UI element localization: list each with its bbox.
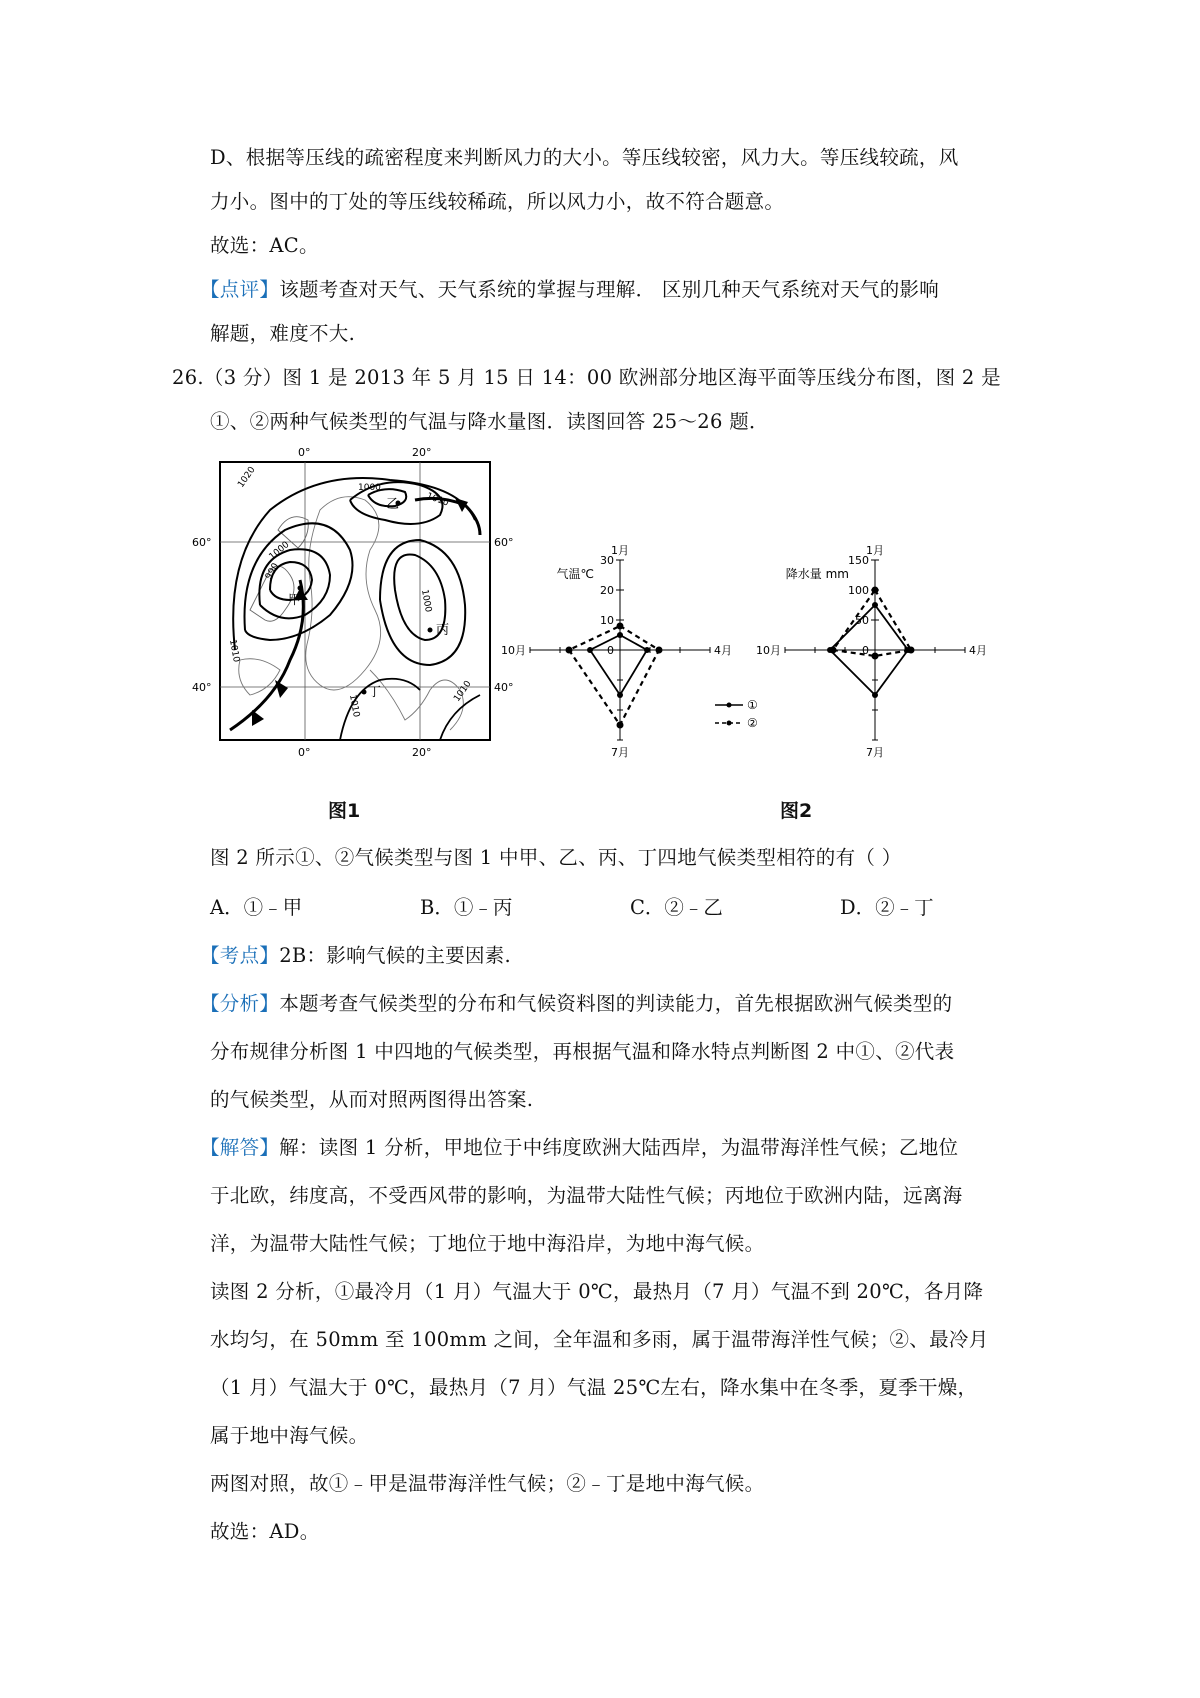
question-stem: ①、②两种气候类型的气温与降水量图．读图回答 25～26 题． bbox=[210, 410, 769, 433]
data-point bbox=[617, 632, 623, 638]
option-b[interactable]: B．①﹣丙 bbox=[420, 896, 513, 919]
legend-label: ① bbox=[747, 698, 758, 712]
tick-label: 20 bbox=[600, 584, 614, 597]
option-d[interactable]: D．②﹣丁 bbox=[840, 896, 934, 919]
data-point bbox=[617, 623, 624, 630]
data-point bbox=[872, 587, 879, 594]
tick-label: 30 bbox=[600, 554, 614, 567]
series-polygon bbox=[833, 590, 911, 656]
place-label: 丁 bbox=[368, 685, 382, 700]
data-point bbox=[644, 647, 650, 653]
data-point bbox=[908, 647, 915, 654]
lat-label: 60° bbox=[494, 536, 514, 549]
analysis-tag: 【分析】 bbox=[200, 992, 280, 1015]
isobar-value: 1020 bbox=[236, 465, 258, 490]
text-line: 属于地中海气候。 bbox=[210, 1424, 369, 1447]
text-line: 力小。图中的丁处的等压线较稀疏，所以风力小，故不符合题意。 bbox=[210, 190, 785, 213]
option-a[interactable]: A．①﹣甲 bbox=[210, 896, 303, 919]
data-point bbox=[617, 722, 624, 729]
data-point bbox=[872, 602, 878, 608]
place-label: 甲 bbox=[288, 593, 302, 608]
question-stem: 26.（3 分）图 1 是 2013 年 5 月 15 日 14：00 欧洲部分地区海平面等压线分布图，图 2 是 bbox=[172, 366, 1001, 389]
isobar-value: 990 bbox=[263, 561, 282, 582]
series-polygon bbox=[590, 635, 647, 695]
series-polygon bbox=[569, 626, 659, 725]
isobar-value: 1010 bbox=[227, 638, 241, 664]
solve-text: 解：读图 1 分析，甲地位于中纬度欧洲大陆西岸，为温带海洋性气候；乙地位 bbox=[279, 1136, 959, 1159]
tick-label: 100 bbox=[848, 584, 869, 597]
tick-label: 50 bbox=[855, 614, 869, 627]
data-point bbox=[656, 647, 663, 654]
isobar-value: 1000 bbox=[358, 483, 381, 493]
review-paragraph bbox=[200, 266, 1020, 314]
isobar-value: 1000 bbox=[419, 588, 433, 614]
lon-label: 20° bbox=[412, 446, 432, 459]
legend-marker bbox=[727, 703, 732, 708]
text-line: 洋，为温带大陆性气候；丁地位于地中海沿岸，为地中海气候。 bbox=[210, 1232, 765, 1255]
data-point bbox=[617, 692, 623, 698]
point-text: 2B：影响气候的主要因素. bbox=[279, 944, 512, 967]
data-point bbox=[872, 653, 879, 660]
legend-label: ② bbox=[747, 716, 758, 730]
lon-label: 0° bbox=[298, 746, 311, 759]
data-point bbox=[566, 647, 573, 654]
figure2-caption: 图2 bbox=[780, 800, 813, 822]
option-c[interactable]: C．②﹣乙 bbox=[630, 896, 723, 919]
point-tag: 【考点】 bbox=[200, 944, 280, 967]
month-label: 4月 bbox=[969, 644, 987, 657]
data-point bbox=[587, 647, 593, 653]
tick-label: 0 bbox=[607, 644, 614, 657]
isobar-value: 1010 bbox=[347, 693, 361, 719]
solve-paragraph bbox=[200, 1124, 1020, 1172]
review-text: 该题考查对天气、天气系统的掌握与理解． 区别几种天气系统对天气的影响 bbox=[279, 278, 940, 301]
answer-line: 故选：AC。 bbox=[210, 234, 319, 257]
month-label: 10月 bbox=[501, 644, 526, 657]
month-label: 7月 bbox=[866, 746, 884, 759]
text-line: 解题，难度不大. bbox=[210, 322, 356, 345]
tick-label: 0 bbox=[862, 644, 869, 657]
text-line: 两图对照，故①﹣甲是温带海洋性气候；②﹣丁是地中海气候。 bbox=[210, 1472, 765, 1495]
final-answer: 故选：AD。 bbox=[210, 1520, 320, 1543]
chart-ylabel: 降水量 mm bbox=[785, 567, 849, 581]
lat-label: 60° bbox=[192, 536, 212, 549]
text-line: （1 月）气温大于 0℃，最热月（7 月）气温 25℃左右，降水集中在冬季，夏季干燥， bbox=[210, 1376, 978, 1399]
text-line: 于北欧，纬度高，不受西风带的影响，为温带大陆性气候；丙地位于欧洲内陆，远离海 bbox=[210, 1184, 963, 1207]
review-tag: 【点评】 bbox=[200, 278, 280, 301]
month-label: 7月 bbox=[611, 746, 629, 759]
month-label: 1月 bbox=[866, 544, 884, 557]
point-paragraph bbox=[200, 932, 1020, 980]
tick-label: 150 bbox=[848, 554, 869, 567]
place-label: 乙 bbox=[386, 497, 400, 512]
chart-ylabel: 气温℃ bbox=[556, 567, 594, 581]
analysis-paragraph bbox=[200, 980, 1020, 1028]
text-line: 读图 2 分析，①最冷月（1 月）气温大于 0℃，最热月（7 月）气温不到 20℃，各月降 bbox=[210, 1280, 984, 1303]
place-label: 丙 bbox=[436, 623, 450, 638]
legend-marker bbox=[727, 721, 732, 726]
text-line: D、根据等压线的疏密程度来判断风力的大小。等压线较密，风力大。等压线较疏，风 bbox=[210, 146, 959, 169]
month-label: 10月 bbox=[756, 644, 781, 657]
lon-label: 20° bbox=[412, 746, 432, 759]
text-line: 的气候类型，从而对照两图得出答案. bbox=[210, 1088, 534, 1111]
figure1-caption: 图1 bbox=[328, 800, 361, 822]
lat-label: 40° bbox=[494, 681, 514, 694]
text-line: 分布规律分析图 1 中四地的气候类型，再根据气温和降水特点判断图 2 中①、②代表 bbox=[210, 1040, 955, 1063]
lat-label: 40° bbox=[192, 681, 212, 694]
isobar-value: 1000 bbox=[267, 539, 292, 563]
text-line: 水均匀，在 50mm 至 100mm 之间，全年温和多雨，属于温带海洋性气候；②、最冷月 bbox=[210, 1328, 989, 1351]
analysis-text: 本题考查气候类型的分布和气候资料图的判读能力，首先根据欧洲气候类型的 bbox=[279, 992, 953, 1015]
lon-label: 0° bbox=[298, 446, 311, 459]
figure1-map bbox=[190, 440, 540, 790]
month-label: 1月 bbox=[611, 544, 629, 557]
month-label: 4月 bbox=[714, 644, 732, 657]
tick-label: 10 bbox=[600, 614, 614, 627]
data-point bbox=[872, 692, 878, 698]
solve-tag: 【解答】 bbox=[200, 1136, 280, 1159]
question-ask: 图 2 所示①、②气候类型与图 1 中甲、乙、丙、丁四地气候类型相符的有（ ） bbox=[210, 846, 902, 869]
isobar-value: 1010 bbox=[424, 491, 450, 509]
isobar-value: 1010 bbox=[452, 679, 474, 704]
data-point bbox=[830, 647, 837, 654]
